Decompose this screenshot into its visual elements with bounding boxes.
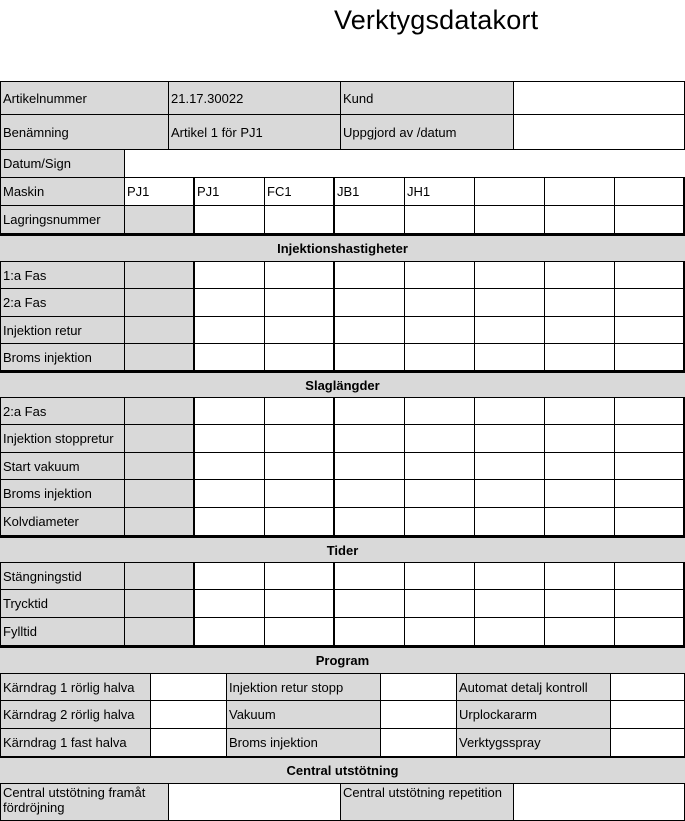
injektion-row-cell[interactable]: [125, 317, 195, 344]
section-central-utstotning: Central utstötning: [0, 756, 685, 784]
injektion-row-cell[interactable]: [125, 344, 195, 371]
slag-row-cell[interactable]: [405, 398, 475, 425]
injektion-row-label: Broms injektion: [0, 344, 125, 371]
slag-row-label: Broms injektion: [0, 480, 125, 508]
program-label: Injektion retur stopp: [227, 674, 381, 701]
lagringsnummer-cell[interactable]: [335, 206, 405, 234]
injektion-row-label: 1:a Fas: [0, 262, 125, 289]
injektion-row-cell[interactable]: [475, 289, 545, 317]
program-value[interactable]: [611, 674, 685, 701]
slag-row-cell[interactable]: [125, 453, 195, 480]
slag-row-cell[interactable]: [615, 425, 685, 453]
program-value[interactable]: [151, 701, 227, 729]
program-value[interactable]: [151, 674, 227, 701]
slag-row-cell[interactable]: [265, 508, 335, 536]
slag-row-cell[interactable]: [475, 480, 545, 508]
program-value[interactable]: [611, 729, 685, 757]
tider-row-cell[interactable]: [335, 563, 405, 590]
tider-row-cell[interactable]: [475, 590, 545, 618]
injektion-row-cell[interactable]: [405, 317, 475, 344]
injektion-row-cell[interactable]: [335, 344, 405, 371]
slag-row-cell[interactable]: [195, 425, 265, 453]
injektion-row-label: Injektion retur: [0, 317, 125, 344]
tider-row-cell[interactable]: [265, 590, 335, 618]
slag-row-cell[interactable]: [615, 398, 685, 425]
benamning-value[interactable]: Artikel 1 för PJ1: [169, 115, 341, 150]
central-framat-value[interactable]: [169, 784, 341, 821]
injektion-row-cell[interactable]: [195, 289, 265, 317]
tider-row-label: Fylltid: [0, 618, 125, 646]
program-label: Kärndrag 1 rörlig halva: [0, 674, 151, 701]
slag-row-label: Start vakuum: [0, 453, 125, 480]
slag-row-cell[interactable]: [475, 398, 545, 425]
slag-row-cell[interactable]: [475, 425, 545, 453]
injektion-row-cell[interactable]: [265, 262, 335, 289]
tider-row-cell[interactable]: [125, 618, 195, 646]
maskin-cell[interactable]: [615, 178, 685, 206]
datum-sign-value[interactable]: [125, 150, 685, 178]
uppgjord-label: Uppgjord av /datum: [341, 115, 514, 150]
injektion-row-cell[interactable]: [545, 262, 615, 289]
kund-value[interactable]: [514, 81, 685, 115]
program-label: Verktygsspray: [457, 729, 611, 757]
slag-row-cell[interactable]: [405, 425, 475, 453]
injektion-row-cell[interactable]: [265, 289, 335, 317]
slag-row-cell[interactable]: [335, 508, 405, 536]
slag-row-cell[interactable]: [545, 480, 615, 508]
program-label: Broms injektion: [227, 729, 381, 757]
program-value[interactable]: [611, 701, 685, 729]
injektion-row-cell[interactable]: [195, 317, 265, 344]
slag-row-cell[interactable]: [265, 480, 335, 508]
slag-row-cell[interactable]: [545, 425, 615, 453]
program-label: Automat detalj kontroll: [457, 674, 611, 701]
slag-row-cell[interactable]: [265, 398, 335, 425]
section-program: Program: [0, 646, 685, 674]
tider-row-cell[interactable]: [195, 618, 265, 646]
program-label: Vakuum: [227, 701, 381, 729]
injektion-row-cell[interactable]: [615, 344, 685, 371]
section-tider: Tider: [0, 536, 685, 563]
tider-row-label: Trycktid: [0, 590, 125, 618]
section-slaglangder: Slaglängder: [0, 371, 685, 398]
program-value[interactable]: [381, 729, 457, 757]
central-repetition-label: Central utstötning repetition: [341, 784, 514, 821]
injektion-row-cell[interactable]: [265, 317, 335, 344]
tider-row-cell[interactable]: [335, 590, 405, 618]
injektion-row-cell[interactable]: [335, 262, 405, 289]
tider-row-cell[interactable]: [195, 590, 265, 618]
slag-row-cell[interactable]: [615, 508, 685, 536]
slag-row-cell[interactable]: [195, 398, 265, 425]
tider-row-cell[interactable]: [545, 590, 615, 618]
maskin-cell[interactable]: [545, 178, 615, 206]
lagringsnummer-cell[interactable]: [475, 206, 545, 234]
lagringsnummer-cell[interactable]: [545, 206, 615, 234]
tider-row-cell[interactable]: [545, 618, 615, 646]
injektion-row-cell[interactable]: [615, 317, 685, 344]
slag-row-cell[interactable]: [265, 453, 335, 480]
injektion-row-cell[interactable]: [405, 262, 475, 289]
tider-row-cell[interactable]: [475, 618, 545, 646]
slag-row-cell[interactable]: [335, 398, 405, 425]
tider-row-cell[interactable]: [195, 563, 265, 590]
slag-row-cell[interactable]: [195, 453, 265, 480]
slag-row-label: Kolvdiameter: [0, 508, 125, 536]
injektion-row-cell[interactable]: [475, 344, 545, 371]
injektion-row-label: 2:a Fas: [0, 289, 125, 317]
slag-row-cell[interactable]: [335, 425, 405, 453]
datum-sign-label: Datum/Sign: [0, 150, 125, 178]
lagringsnummer-cell[interactable]: [195, 206, 265, 234]
slag-row-cell[interactable]: [475, 508, 545, 536]
slag-row-cell[interactable]: [545, 453, 615, 480]
injektion-row-cell[interactable]: [615, 262, 685, 289]
program-label: Kärndrag 2 rörlig halva: [0, 701, 151, 729]
tider-row-cell[interactable]: [265, 563, 335, 590]
slag-row-cell[interactable]: [125, 480, 195, 508]
page-title: Verktygsdatakort: [334, 5, 539, 35]
tider-row-cell[interactable]: [475, 563, 545, 590]
maskin-cell[interactable]: FC1: [265, 178, 335, 206]
slag-row-cell[interactable]: [475, 453, 545, 480]
tider-row-cell[interactable]: [405, 590, 475, 618]
program-value[interactable]: [151, 729, 227, 757]
program-value[interactable]: [381, 701, 457, 729]
tider-row-cell[interactable]: [335, 618, 405, 646]
injektion-row-cell[interactable]: [125, 262, 195, 289]
slag-row-label: 2:a Fas: [0, 398, 125, 425]
slag-row-cell[interactable]: [125, 398, 195, 425]
slag-row-cell[interactable]: [545, 398, 615, 425]
tider-row-cell[interactable]: [125, 563, 195, 590]
injektion-row-cell[interactable]: [335, 317, 405, 344]
lagringsnummer-label: Lagringsnummer: [0, 206, 125, 234]
artikelnummer-label: Artikelnummer: [0, 81, 169, 115]
slag-row-cell[interactable]: [615, 453, 685, 480]
slag-row-cell[interactable]: [545, 508, 615, 536]
uppgjord-value[interactable]: [514, 115, 685, 150]
slag-row-cell[interactable]: [615, 480, 685, 508]
injektion-row-cell[interactable]: [475, 317, 545, 344]
injektion-row-cell[interactable]: [545, 317, 615, 344]
slag-row-cell[interactable]: [195, 508, 265, 536]
artikelnummer-value[interactable]: 21.17.30022: [169, 81, 341, 115]
slag-row-cell[interactable]: [195, 480, 265, 508]
tider-row-cell[interactable]: [265, 618, 335, 646]
slag-row-cell[interactable]: [335, 480, 405, 508]
lagringsnummer-cell[interactable]: [125, 206, 195, 234]
injektion-row-cell[interactable]: [195, 262, 265, 289]
slag-row-cell[interactable]: [335, 453, 405, 480]
maskin-cell[interactable]: PJ1: [125, 178, 195, 206]
tider-row-cell[interactable]: [405, 618, 475, 646]
slag-row-cell[interactable]: [125, 508, 195, 536]
injektion-row-cell[interactable]: [405, 344, 475, 371]
tider-row-cell[interactable]: [615, 563, 685, 590]
slag-row-cell[interactable]: [405, 508, 475, 536]
slag-row-cell[interactable]: [405, 453, 475, 480]
injektion-row-cell[interactable]: [475, 262, 545, 289]
central-repetition-value[interactable]: [514, 784, 685, 821]
tider-row-cell[interactable]: [405, 563, 475, 590]
injektion-row-cell[interactable]: [545, 344, 615, 371]
injektion-row-cell[interactable]: [615, 289, 685, 317]
benamning-label: Benämning: [0, 115, 169, 150]
injektion-row-cell[interactable]: [125, 289, 195, 317]
tider-row-label: Stängningstid: [0, 563, 125, 590]
slag-row-cell[interactable]: [125, 425, 195, 453]
program-value[interactable]: [381, 674, 457, 701]
lagringsnummer-cell[interactable]: [615, 206, 685, 234]
maskin-cell[interactable]: PJ1: [195, 178, 265, 206]
maskin-cell[interactable]: [475, 178, 545, 206]
tider-row-cell[interactable]: [545, 563, 615, 590]
section-injektionshastigheter: Injektionshastigheter: [0, 234, 685, 262]
maskin-label: Maskin: [0, 178, 125, 206]
tider-row-cell[interactable]: [615, 590, 685, 618]
program-label: Kärndrag 1 fast halva: [0, 729, 151, 757]
injektion-row-cell[interactable]: [545, 289, 615, 317]
lagringsnummer-cell[interactable]: [265, 206, 335, 234]
tider-row-cell[interactable]: [615, 618, 685, 646]
lagringsnummer-cell[interactable]: [405, 206, 475, 234]
maskin-cell[interactable]: JB1: [335, 178, 405, 206]
central-framat-label: Central utstötning framåt fördröjning: [0, 784, 169, 821]
injektion-row-cell[interactable]: [405, 289, 475, 317]
kund-label: Kund: [341, 81, 514, 115]
slag-row-cell[interactable]: [405, 480, 475, 508]
injektion-row-cell[interactable]: [265, 344, 335, 371]
injektion-row-cell[interactable]: [195, 344, 265, 371]
injektion-row-cell[interactable]: [335, 289, 405, 317]
maskin-cell[interactable]: JH1: [405, 178, 475, 206]
tider-row-cell[interactable]: [125, 590, 195, 618]
slag-row-label: Injektion stoppretur: [0, 425, 125, 453]
program-label: Urplockararm: [457, 701, 611, 729]
slag-row-cell[interactable]: [265, 425, 335, 453]
